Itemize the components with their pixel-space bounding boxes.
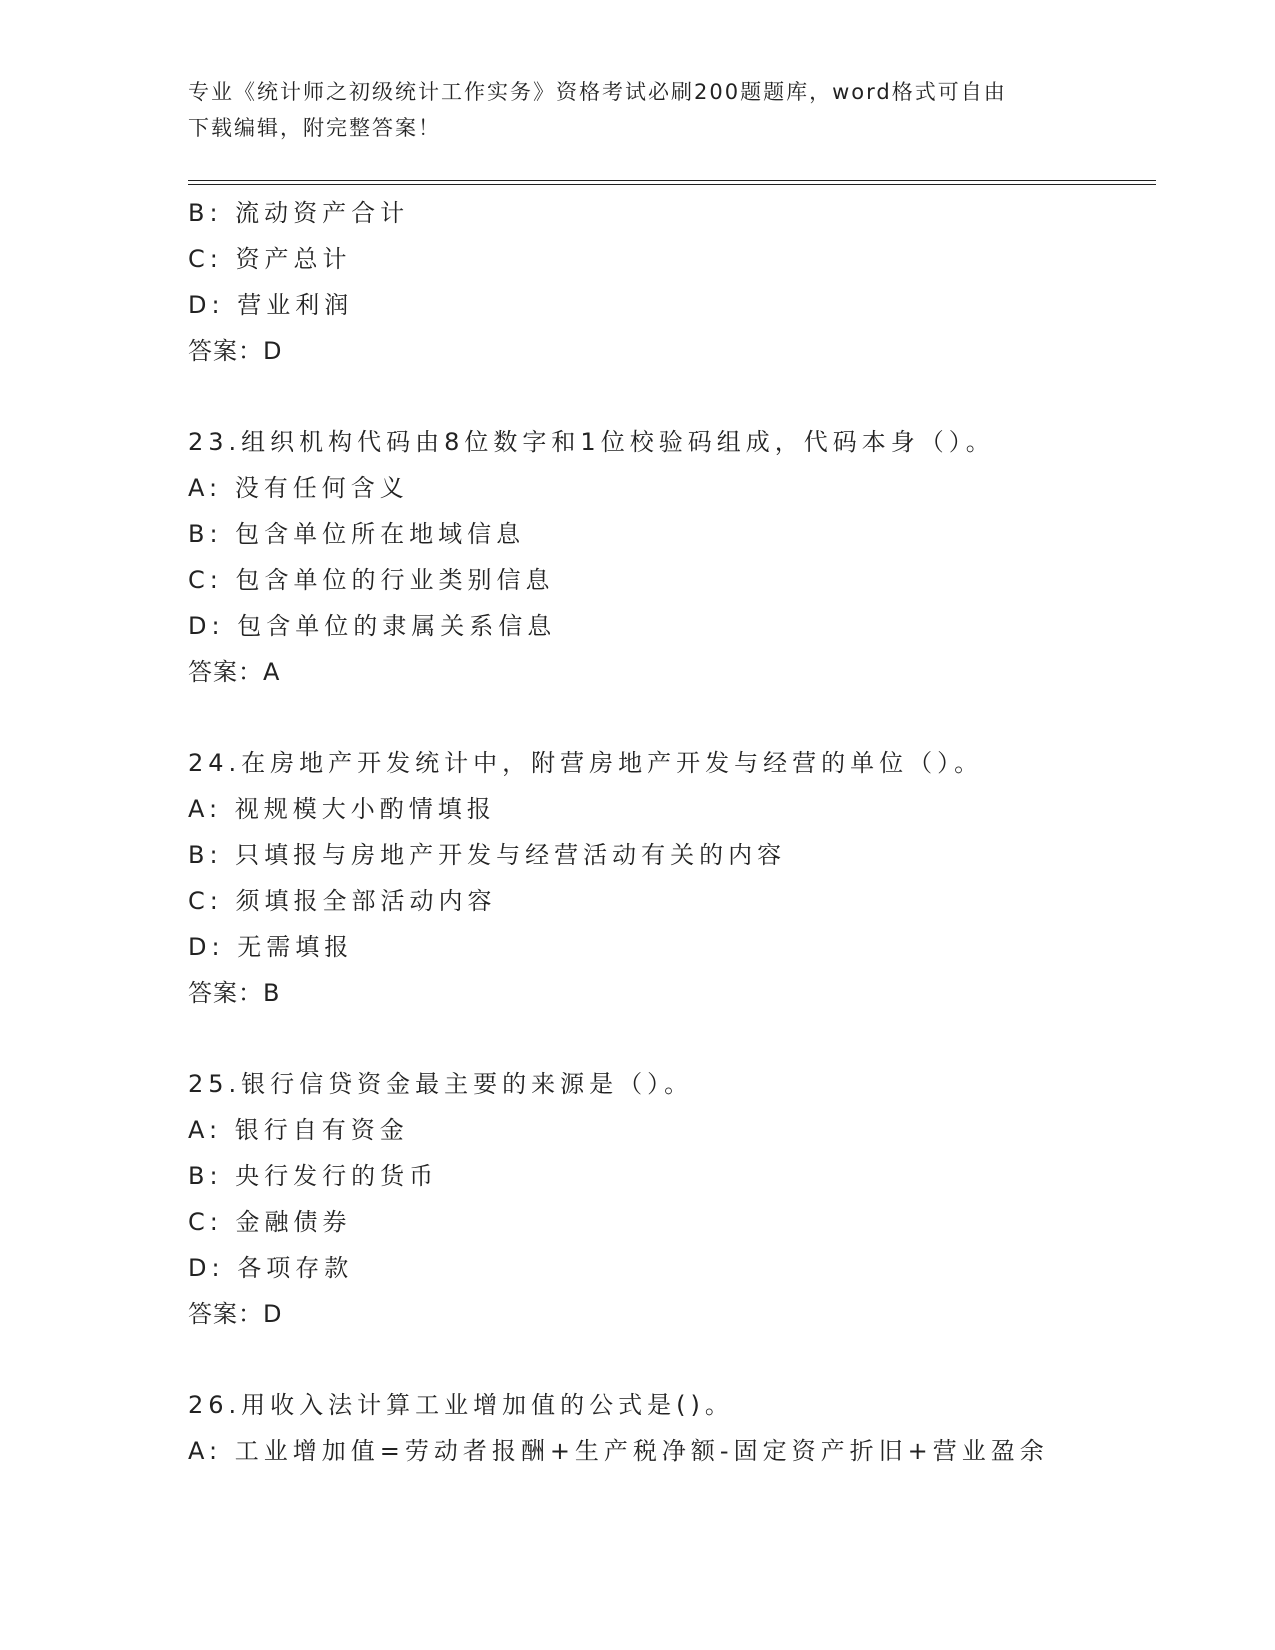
option-a: A: 工业增加值=劳动者报酬+生产税净额-固定资产折旧+营业盈余 — [188, 1437, 1049, 1465]
question-24 — [188, 740, 1156, 1016]
answer-line: 答案：D — [188, 1300, 283, 1328]
question-text: 25.银行信贷资金最主要的来源是（）。 — [188, 1070, 694, 1098]
header-line-1: 专业《统计师之初级统计工作实务》资格考试必刷200题题库，word格式可自由 — [188, 80, 1007, 104]
option-c: C: 金融债券 — [188, 1208, 352, 1236]
question-23 — [188, 419, 1156, 695]
question-22-tail — [188, 190, 1156, 374]
question-26 — [188, 1382, 1156, 1474]
option-d: D: 各项存款 — [188, 1254, 354, 1282]
question-text: 26.用收入法计算工业增加值的公式是()。 — [188, 1391, 734, 1419]
option-a: A: 视规模大小酌情填报 — [188, 795, 496, 823]
question-25 — [188, 1061, 1156, 1337]
answer-line: 答案：B — [188, 979, 281, 1007]
question-text: 23.组织机构代码由8位数字和1位校验码组成，代码本身（）。 — [188, 428, 995, 456]
spacer — [188, 695, 1156, 740]
question-list — [188, 190, 1156, 1474]
header-divider-bottom — [188, 184, 1156, 185]
option-b: B: 央行发行的货币 — [188, 1162, 439, 1190]
header-line-2: 下载编辑，附完整答案！ — [188, 116, 441, 140]
header-divider-top — [188, 180, 1156, 181]
option-b: B: 只填报与房地产开发与经营活动有关的内容 — [188, 841, 787, 869]
option-d: D: 营业利润 — [188, 291, 354, 319]
spacer — [188, 1337, 1156, 1382]
option-a: A: 银行自有资金 — [188, 1116, 409, 1144]
option-c: C: 资产总计 — [188, 245, 352, 273]
document-header — [188, 74, 1088, 146]
option-c: C: 包含单位的行业类别信息 — [188, 566, 555, 594]
answer-line: 答案：A — [188, 658, 281, 686]
question-text: 24.在房地产开发统计中，附营房地产开发与经营的单位（）。 — [188, 749, 984, 777]
option-a: A: 没有任何含义 — [188, 474, 409, 502]
option-b: B: 包含单位所在地域信息 — [188, 520, 526, 548]
answer-line: 答案：D — [188, 337, 283, 365]
spacer — [188, 374, 1156, 419]
option-b: B: 流动资产合计 — [188, 199, 410, 227]
option-d: D: 包含单位的隶属关系信息 — [188, 612, 557, 640]
option-c: C: 须填报全部活动内容 — [188, 887, 497, 915]
option-d: D: 无需填报 — [188, 933, 354, 961]
spacer — [188, 1016, 1156, 1061]
